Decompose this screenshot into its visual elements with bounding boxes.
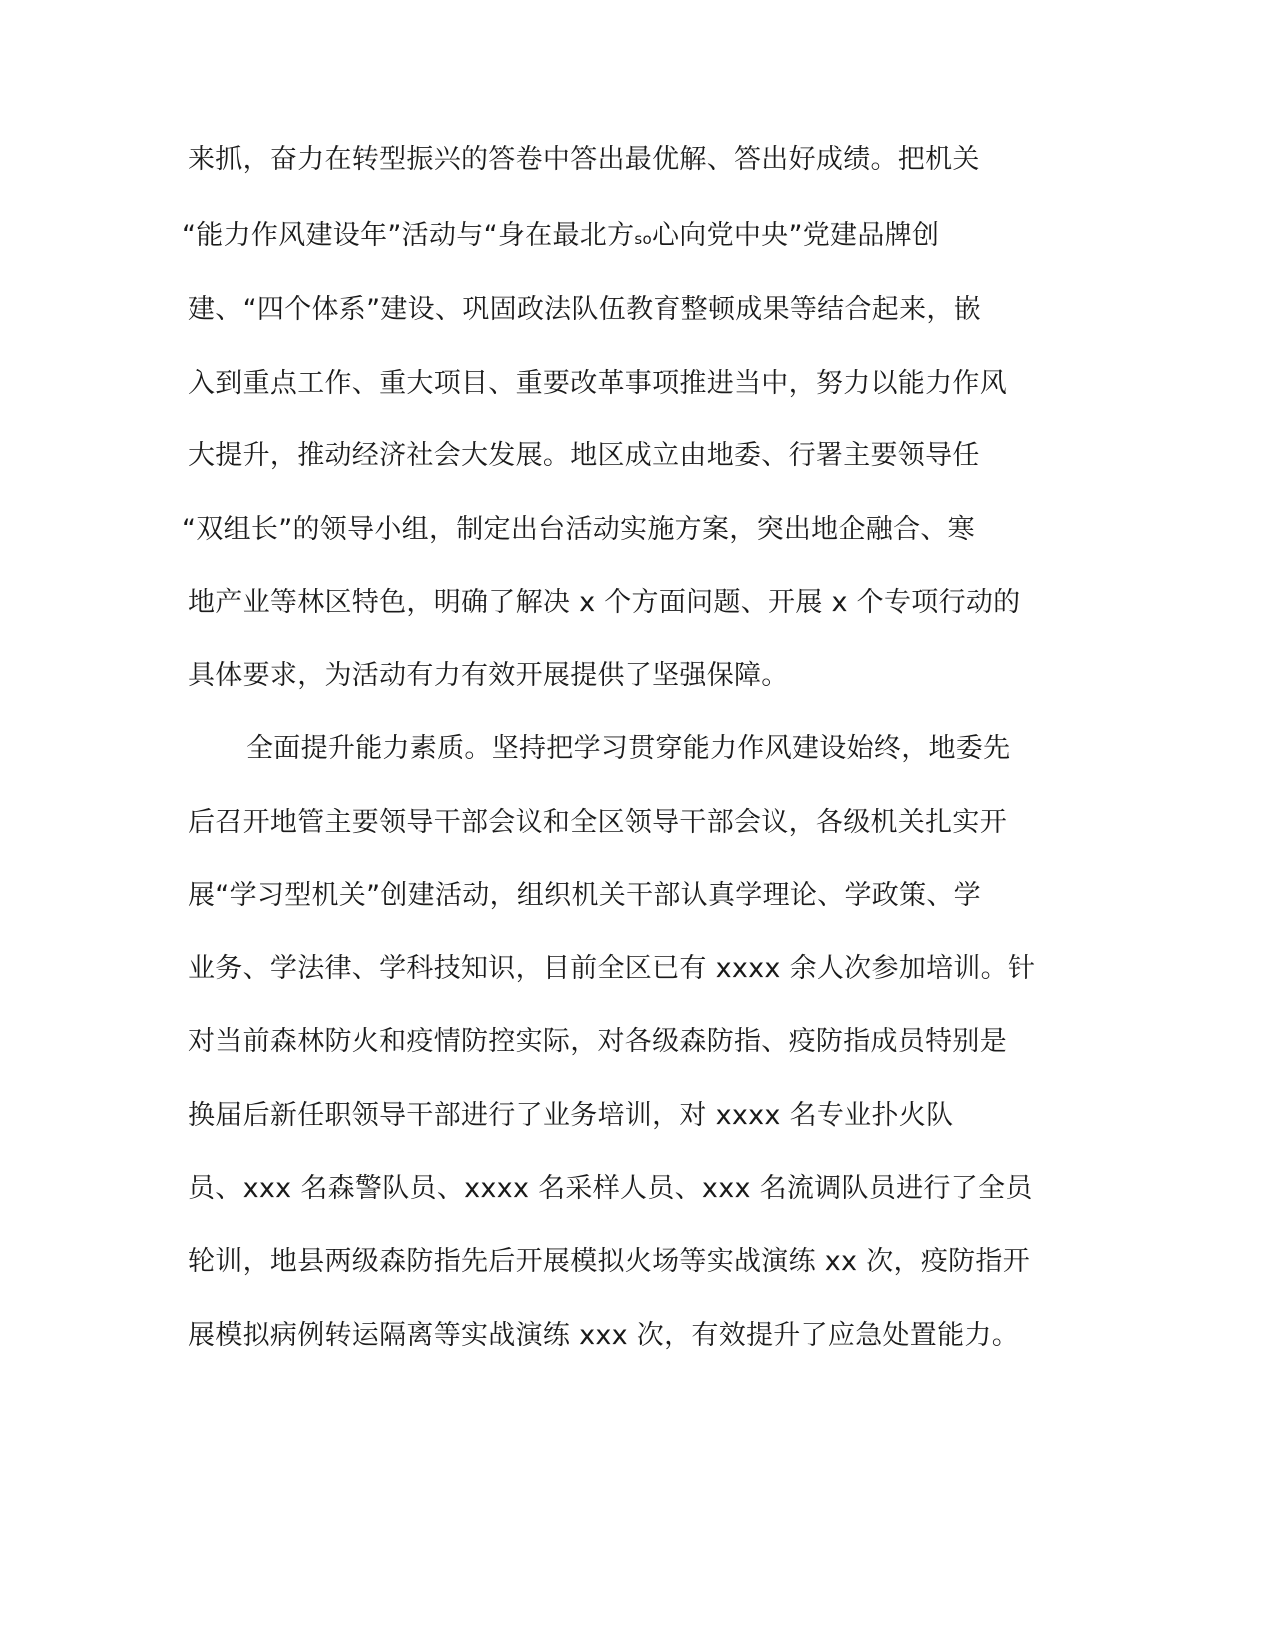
- text-line-5: 大提升，推动经济社会大发展。地区成立由地委、行署主要领导任: [188, 440, 980, 471]
- text-line-4: 入到重点工作、重大项目、重要改革事项推进当中，努力以能力作风: [188, 368, 1007, 399]
- text-line-7: 地产业等林区特色，明确了解决 x 个方面问题、开展 x 个专项行动的: [188, 587, 1021, 618]
- text-line-2-so-mark: so: [634, 230, 652, 248]
- text-line-17: 展模拟病例转运隔离等实战演练 xxx 次，有效提升了应急处置能力。: [188, 1320, 1019, 1351]
- paragraph-heading-line: 全面提升能力素质。坚持把学习贯穿能力作风建设始终，地委先: [246, 733, 1011, 764]
- text-line-10: 后召开地管主要领导干部会议和全区领导干部会议，各级机关扎实开: [188, 807, 1007, 838]
- text-line-2: [182, 218, 939, 254]
- text-line-15: 员、xxx 名森警队员、xxxx 名采样人员、xxx 名流调队员进行了全员: [188, 1173, 1033, 1204]
- text-line-1: 来抓，奋力在转型振兴的答卷中答出最优解、答出好成绩。把机关: [188, 144, 980, 175]
- text-line-11: 展“学习型机关”创建活动，组织机关干部认真学理论、学政策、学: [188, 880, 981, 911]
- text-line-2-part-a: “能力作风建设年”活动与“身在最北方: [182, 220, 635, 251]
- text-line-14: 换届后新任职领导干部进行了业务培训，对 xxxx 名专业扑火队: [188, 1100, 954, 1131]
- text-line-2-part-b: 心向党中央”党建品牌创: [651, 220, 940, 251]
- text-line-12: 业务、学法律、学科技知识，目前全区已有 xxxx 余人次参加培训。针: [188, 953, 1036, 984]
- text-line-16: 轮训，地县两级森防指先后开展模拟火场等实战演练 xx 次，疫防指开: [188, 1246, 1031, 1277]
- text-line-8: 具体要求，为活动有力有效开展提供了坚强保障。: [188, 660, 789, 691]
- text-line-3: 建、“四个体系”建设、巩固政法队伍教育整顿成果等结合起来，嵌: [188, 294, 981, 325]
- text-line-13: 对当前森林防火和疫情防控实际，对各级森防指、疫防指成员特别是: [188, 1026, 1007, 1057]
- text-line-6: “双组长”的领导小组，制定出台活动实施方案，突出地企融合、寒: [182, 514, 975, 545]
